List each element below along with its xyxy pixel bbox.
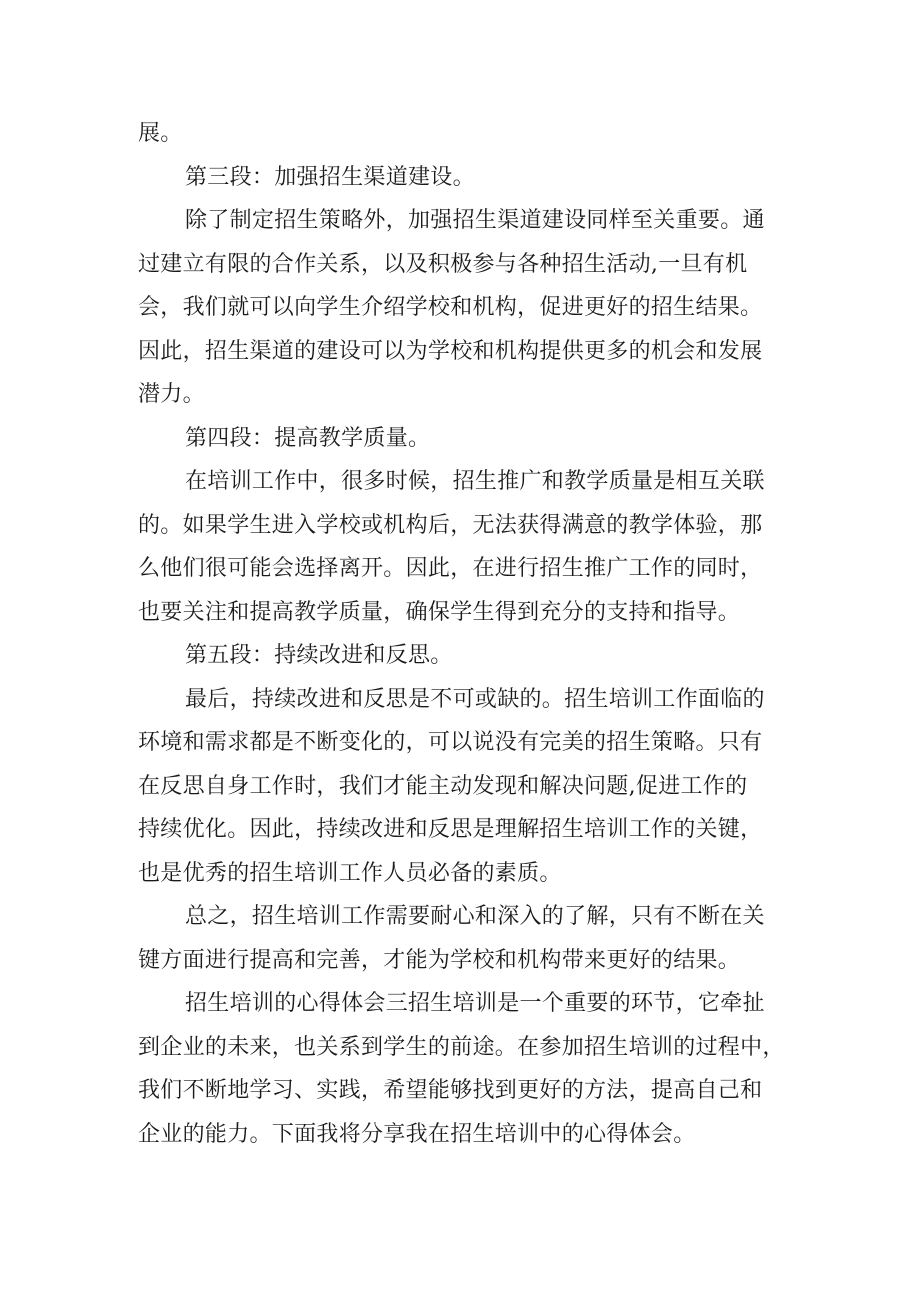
text-line: 最后，持续改进和反思是不可或缺的。招生培训工作面临的	[185, 686, 765, 712]
text-line: 在培训工作中，很多时候，招生推广和教学质量是相互关联	[185, 469, 765, 494]
text-line: 也是优秀的招生培训工作人员必备的素质。	[138, 860, 562, 886]
text-line: 持续优化。因此，持续改进和反思是理解招生培训工作的关键，	[138, 817, 763, 842]
text-line: 第五段：持续改进和反思。	[185, 643, 453, 668]
text-line: 到企业的未来，也关系到学生的前途。在参加招生培训的过程中，	[138, 1034, 785, 1060]
text-line: 会，我们就可以向学生介绍学校和机构，促进更好的招生结果。	[138, 295, 763, 320]
text-line: 也要关注和提高教学质量，确保学生得到充分的支持和指导。	[138, 599, 741, 625]
text-line: 招生培训的心得体会三招生培训是一个重要的环节，它牵扯	[185, 991, 765, 1016]
text-line: 我们不断地学习、实践，希望能够找到更好的方法，提高自己和	[138, 1078, 763, 1103]
text-line: 因此，招生渠道的建设可以为学校和机构提供更多的机会和发展	[138, 338, 763, 364]
text-line: 潜力。	[138, 382, 205, 407]
text-line: 企业的能力。下面我将分享我在招生培训中的心得体会。	[138, 1121, 696, 1147]
text-line: 么他们很可能会选择离开。因此，在进行招生推广工作的同时，	[138, 556, 763, 581]
text-line: 展。	[138, 121, 183, 146]
text-line: 环境和需求都是不断变化的，可以说没有完美的招生策略。只有	[138, 730, 763, 755]
text-line: 键方面进行提高和完善，才能为学校和机构带来更好的结果。	[138, 947, 741, 973]
text-line: 过建立有限的合作关系，以及积极参与各种招生活动,一旦有机	[138, 251, 748, 277]
text-line: 第四段：提高教学质量。	[185, 425, 431, 451]
text-line: 在反思自身工作时，我们才能主动发现和解决问题,促进工作的	[138, 773, 748, 799]
text-line: 第三段：加强招生渠道建设。	[185, 164, 475, 190]
text-line: 除了制定招生策略外，加强招生渠道建设同样至关重要。通	[185, 208, 765, 233]
document-body	[138, 112, 808, 1156]
text-line: 总之，招生培训工作需要耐心和深入的了解，只有不断在关	[185, 904, 765, 929]
text-line: 的。如果学生进入学校或机构后，无法获得满意的教学体验，那	[138, 512, 763, 538]
